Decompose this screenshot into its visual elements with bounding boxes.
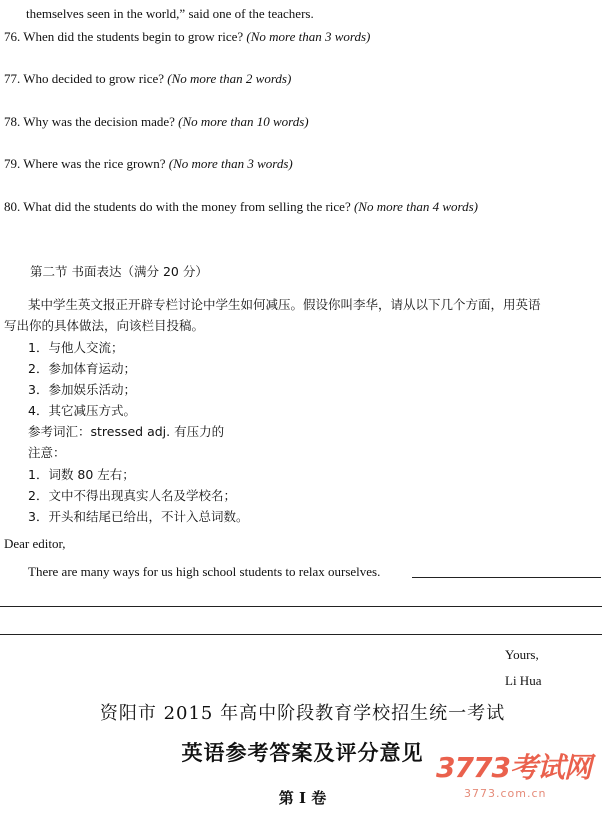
vocab-hint: 参考词汇：stressed adj. 有压力的	[28, 424, 225, 439]
answer-key-title: 资阳市 2015 年高中阶段教育学校招生统一考试	[99, 703, 506, 724]
word-limit-hint: (No more than 2 words)	[167, 71, 292, 86]
prompt-line-2: 写出你的具体做法，向该栏目投稿。	[4, 318, 205, 333]
question-80	[4, 199, 478, 215]
question-text: 80. What did the students do with the money from selling the rice?	[4, 199, 351, 214]
question-78	[4, 114, 309, 130]
letter-closing: Yours,	[505, 647, 539, 662]
word-limit-hint: (No more than 3 words)	[246, 29, 371, 44]
question-77	[4, 71, 291, 87]
passage-tail: themselves seen in the world,” said one of the teachers.	[26, 6, 314, 21]
volume-heading: 第 I 卷	[278, 789, 327, 807]
letter-opening: There are many ways for us high school students to relax ourselves.	[28, 564, 381, 579]
prompt-line-1: 某中学生英文报正开辟专栏讨论中学生如何减压。假设你叫李华，请从以下几个方面，用英语	[28, 297, 541, 312]
point-item: 2．参加体育运动；	[28, 361, 136, 376]
note-item: 3．开头和结尾已给出，不计入总词数。	[28, 509, 249, 524]
question-text: 77. Who decided to grow rice?	[4, 71, 165, 86]
question-text: 76. When did the students begin to grow rice?	[4, 29, 244, 44]
question-79	[4, 156, 293, 172]
question-text: 79. Where was the rice grown?	[4, 156, 166, 171]
section-title: 第二节 书面表达（满分 20 分）	[30, 264, 208, 279]
letter-greeting: Dear editor,	[4, 536, 66, 551]
word-limit-hint: (No more than 10 words)	[178, 114, 309, 129]
point-item: 3．参加娱乐活动；	[28, 382, 136, 397]
watermark-text: 3773考试网	[436, 751, 591, 784]
question-text: 78. Why was the decision made?	[4, 114, 175, 129]
answer-line	[0, 634, 602, 635]
watermark-url: 3773.com.cn	[464, 787, 547, 800]
word-limit-hint: (No more than 3 words)	[168, 156, 293, 171]
answer-blank	[412, 577, 601, 578]
question-76	[4, 29, 370, 45]
answer-line	[0, 606, 602, 607]
word-limit-hint: (No more than 4 words)	[353, 199, 478, 214]
letter-signature: Li Hua	[505, 673, 542, 688]
point-item: 1．与他人交流；	[28, 340, 124, 355]
watermark-logo	[436, 751, 596, 811]
point-item: 4．其它减压方式。	[28, 403, 136, 418]
notes-label: 注意：	[28, 445, 66, 460]
note-item: 2．文中不得出现真实人名及学校名；	[28, 488, 236, 503]
note-item: 1．词数 80 左右；	[28, 467, 135, 482]
answer-key-subtitle: 英语参考答案及评分意见	[181, 741, 424, 765]
